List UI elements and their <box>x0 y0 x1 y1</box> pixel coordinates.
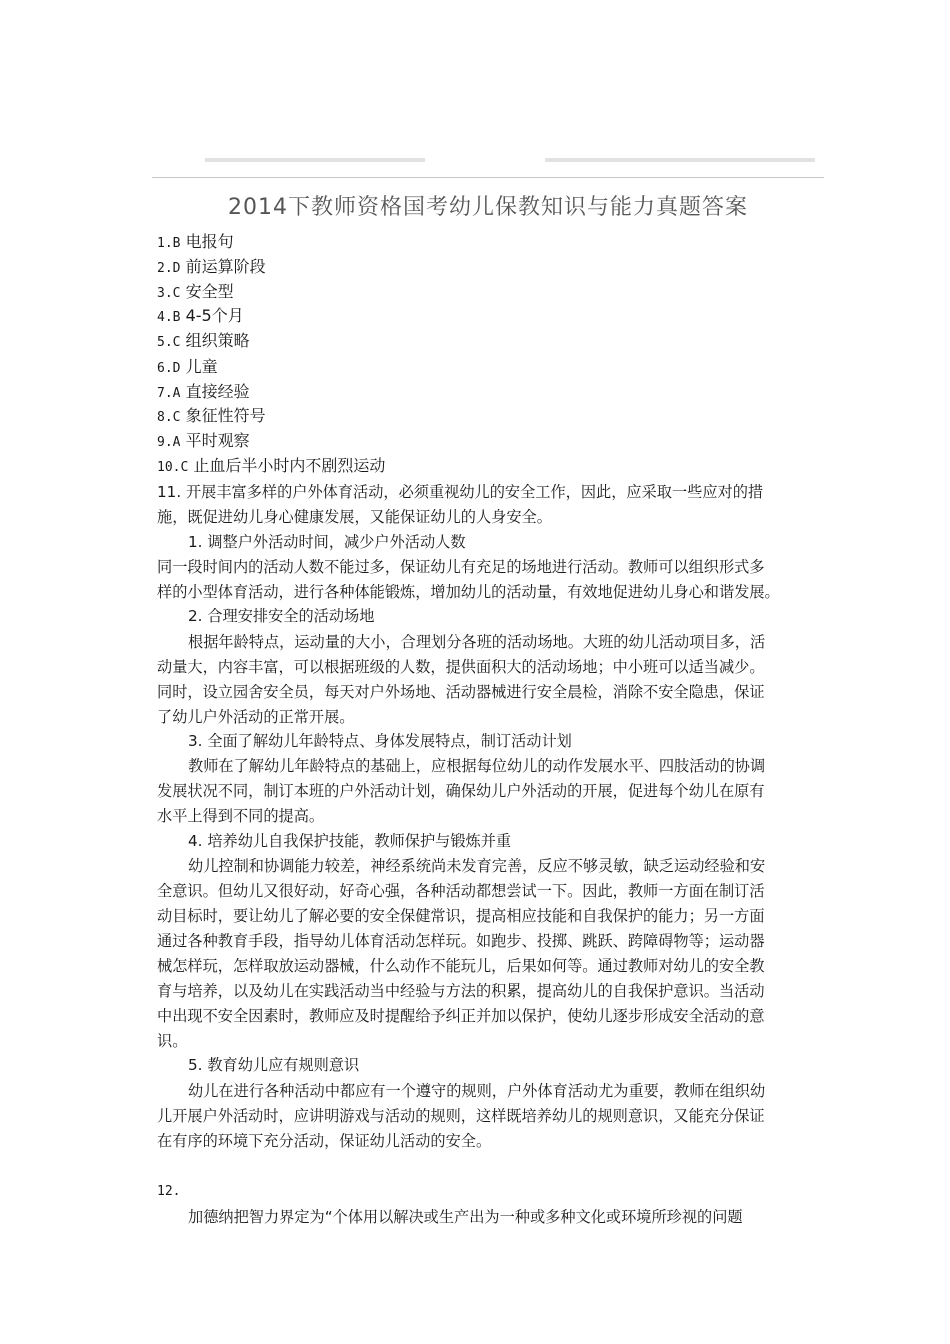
paragraph-line: 全意识。但幼儿又很好动，好奇心强，各种活动都想尝试一下。因此，教师一方面在制订活 <box>157 882 765 900</box>
answer-line <box>157 405 266 429</box>
q11-point-heading: 1. 调整户外活动时间，减少户外活动人数 <box>188 533 466 551</box>
paragraph-line: 动量大，内容丰富，可以根据班级的人数，提供面积大的活动场地；中小班可以适当减少。 <box>157 658 765 676</box>
answer-number: 1.B <box>157 236 181 251</box>
paragraph-line: 械怎样玩，怎样取放运动器械，什么动作不能玩儿，后果如何等。通过教师对幼儿的安全教 <box>157 957 765 975</box>
answer-line <box>157 330 250 354</box>
answer-line <box>157 256 266 280</box>
q11-point-heading: 5. 教育幼儿应有规则意识 <box>188 1056 360 1074</box>
answer-line <box>157 381 250 405</box>
q12-label: 12. <box>157 1184 181 1199</box>
header-rule <box>152 177 824 178</box>
q11-point-heading: 2. 合理安排安全的活动场地 <box>188 607 375 625</box>
scan-artifact <box>205 158 425 162</box>
answer-line <box>157 356 218 380</box>
paragraph-line: 识。 <box>157 1032 188 1050</box>
answer-text: 儿童 <box>185 357 218 376</box>
paragraph-line: 发展状况不同，制订本班的户外活动计划，确保幼儿户外活动的开展，促进每个幼儿在原有 <box>157 782 765 800</box>
paragraph-line: 通过各种教育手段，指导幼儿体育活动怎样玩。如跑步、投掷、跳跃、跨障碍物等；运动器 <box>157 932 765 950</box>
paragraph-line: 儿开展户外活动时，应讲明游戏与活动的规则，这样既培养幼儿的规则意识，又能充分保证 <box>157 1107 765 1125</box>
answer-text: 平时观察 <box>185 431 250 450</box>
answer-text: 止血后半小时内不剧烈运动 <box>193 456 386 475</box>
answer-line <box>157 231 234 255</box>
paragraph-line: 中出现不安全因素时，教师应及时提醒给予纠正并加以保护，使幼儿逐步形成安全活动的意 <box>157 1007 765 1025</box>
answer-number: 2.D <box>157 261 181 276</box>
answer-number: 5.C <box>157 335 181 350</box>
paragraph-line: 加德纳把智力界定为“个体用以解决或生产出为一种或多种文化或环境所珍视的问题 <box>188 1208 743 1226</box>
q11-point-heading: 4. 培养幼儿自我保护技能，教师保护与锻炼并重 <box>188 832 512 850</box>
answer-number: 8.C <box>157 410 181 425</box>
q11-point-heading: 3. 全面了解幼儿年龄特点、身体发展特点，制订活动计划 <box>188 732 572 750</box>
answer-number: 7.A <box>157 386 181 401</box>
answer-text: 电报句 <box>185 232 234 251</box>
q11-intro-line: 11. 开展丰富多样的户外体育活动，必须重视幼儿的安全工作，因此，应采取一些应对的措 <box>157 483 764 501</box>
paragraph-line: 同一段时间内的活动人数不能过多，保证幼儿有充足的场地进行活动。教师可以组织形式多 <box>157 558 765 576</box>
answer-text: 4-5个月 <box>185 306 244 325</box>
paragraph-line: 样的小型体育活动，进行各种体能锻炼，增加幼儿的活动量，有效地促进幼儿身心和谐发展。 <box>157 583 780 601</box>
paragraph-line: 了幼儿户外活动的正常开展。 <box>157 708 355 726</box>
answer-text: 象征性符号 <box>185 406 266 425</box>
scan-artifact <box>545 158 815 162</box>
answer-number: 3.C <box>157 286 181 301</box>
answer-text: 直接经验 <box>185 382 250 401</box>
page-title: 2014下教师资格国考幼儿保教知识与能力真题答案 <box>228 195 748 220</box>
paragraph-line: 教师在了解幼儿年龄特点的基础上，应根据每位幼儿的动作发展水平、四肢活动的协调 <box>188 757 766 775</box>
paragraph-line: 育与培养，以及幼儿在实践活动当中经验与方法的积累，提高幼儿的自我保护意识。当活动 <box>157 982 765 1000</box>
paragraph-line: 在有序的环境下充分活动，保证幼儿活动的安全。 <box>157 1132 492 1150</box>
answer-text: 组织策略 <box>185 331 250 350</box>
paragraph-line: 幼儿在进行各种活动中都应有一个遵守的规则，户外体育活动尤为重要，教师在组织幼 <box>188 1082 766 1100</box>
q11-intro-line: 施，既促进幼儿身心健康发展，又能保证幼儿的人身安全。 <box>157 508 552 526</box>
paragraph-line: 幼儿控制和协调能力较差，神经系统尚未发育完善，反应不够灵敏，缺乏运动经验和安 <box>188 857 766 875</box>
answer-text: 安全型 <box>185 282 234 301</box>
paragraph-line: 水平上得到不同的提高。 <box>157 807 325 825</box>
answer-number: 10.C <box>157 460 189 475</box>
answer-text: 前运算阶段 <box>185 257 266 276</box>
answer-number: 6.D <box>157 361 181 376</box>
answer-line <box>157 455 385 479</box>
answer-line <box>157 281 234 305</box>
paragraph-line: 动目标时，要让幼儿了解必要的安全保健常识，提高相应技能和自我保护的能力；另一方面 <box>157 907 765 925</box>
answer-line <box>157 430 250 454</box>
paragraph-line: 根据年龄特点，运动量的大小，合理划分各班的活动场地。大班的幼儿活动项目多，活 <box>188 633 766 651</box>
answer-number: 9.A <box>157 435 181 450</box>
answer-number: 4.B <box>157 310 181 325</box>
answer-line <box>157 305 244 329</box>
paragraph-line: 同时，设立园舍安全员，每天对户外场地、活动器械进行安全晨检，消除不安全隐患，保证 <box>157 683 765 701</box>
